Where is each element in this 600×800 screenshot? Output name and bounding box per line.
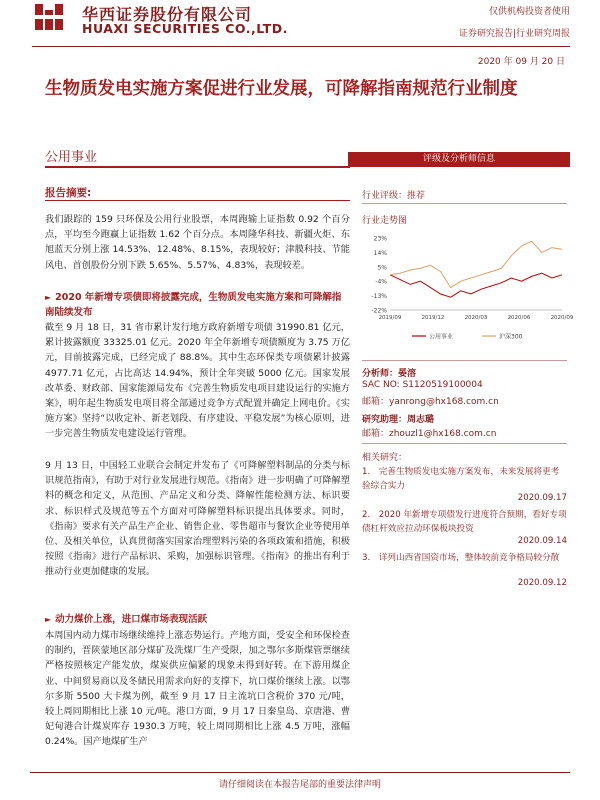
industry-divider <box>45 166 350 168</box>
bullet-triangle-icon: ► <box>45 293 52 302</box>
analyst-divider <box>362 443 567 444</box>
industry-label: 公用事业 <box>45 150 98 165</box>
x-tick-label: 2019/12 <box>421 315 445 321</box>
report-title: 生物质发电实施方案促进行业发展，可降解指南规范行业制度 <box>45 79 518 99</box>
trend-chart <box>362 232 574 352</box>
page-header <box>0 0 600 40</box>
footer-divider <box>30 772 570 773</box>
bullet-triangle-icon: ► <box>45 615 52 624</box>
legend-label: 沪深300 <box>499 333 523 341</box>
bullet2-title-text: 动力煤价上涨，进口煤市场表现活跃 <box>55 614 208 625</box>
rating-analyst-bar: 评级及分析师信息 <box>348 152 570 167</box>
bullet2-title <box>45 612 350 627</box>
legal-notice: 请仔细阅读在本报告尾部的重要法律声明 <box>218 780 381 790</box>
related-item[interactable]: 2. 2020 年新增专项债发行进度符合预期，看好专项债杠杆效应拉动环保板块投资 <box>362 510 567 534</box>
assistant-name: 研究助理：周志璐 <box>362 415 435 425</box>
y-tick-label: -13% <box>371 293 387 301</box>
summary-divider <box>45 200 350 201</box>
company-name-en: HUAXI SECURITIES CO.,LTD. <box>82 21 288 36</box>
industry-rating: 行业评级：推荐 <box>362 191 426 201</box>
bullet1-text2: 9 月 13 日，中国轻工业联合会制定并发布了《可降解塑料制品的分类与标识规范指南》，有助于对行业发展进行规范。《指南》进一步明确了可降解塑料的概念和定义，从范围、产品定义和分类、降解性能检测方法、标识要求、标识样式及规范等五个方面对可降解塑料标识提出具体要求。同时，《指南》要求有关产品生产企业、销售企业、零售超市与餐饮企业等使用单位、及相关单位，认真贯彻落实国家治理塑料污染的各项政策和措施，积极按照《指南》进行产品标识、采购，加强标识管理。《指南》的推出有利于推动行业更加健康的发展。 <box>45 460 350 578</box>
series-line-2 <box>390 241 562 287</box>
bullet1-title-text: 2020 年新增专项债即将披露完成，生物质发电实施方案和可降解指南陆续发布 <box>45 292 342 318</box>
bullet2-text: 本周国内动力煤市场继续维持上涨态势运行。产地方面，受安全和环保检查的制约，晋陕蒙地区部分煤矿及洗煤厂生产受限，加之鄂尔多斯煤管票继续严格按照核定产能发放，煤炭供应偏紧的现象未得到好转。在下游用煤企业、中间贸易商以及冬储民用需求向好的支撑下，坑口煤价继续上涨。以鄂尔多斯 5500 大卡煤为例，截至 9 月 17 日主流坑口含税价 370 元/吨，较上周同期相比上涨 10 元/吨。港口方面，9 月 17 日秦皇岛、京唐港、曹妃甸港合计煤炭库存 1930.3 万吨，较上周同期相比上涨 4.5 万吨，涨幅 0.24%。国产地煤矿生产 <box>45 630 350 748</box>
y-tick-label: 23% <box>373 235 387 243</box>
analyst-email[interactable]: 邮箱：yanrong@hx168.com.cn <box>362 397 499 407</box>
report-date: 2020 年 09 月 20 日 <box>477 57 565 67</box>
legend-label: 公用事业 <box>429 333 454 341</box>
bullet1-text: 截至 9 月 18 日，31 省市累计发行地方政府新增专项债 31990.81 亿元，累计披露额度 33325.01 亿元。2020 年全年新增专项债额度为 3.75 万亿元，目前披露完成，已经完成了 88.8%。其中生态环保类专项债累计披露 4977.71 亿元，占比高达 14.94%，预计全年突破 5000 亿元。国家发展改革委、财政部、国家能源局发布《完善生物质发电项目建设运行的实施方案》，明年起生物质发电项目将全部通过竞争方式配置并确定上网电价。《实施方案》坚持“以收定补、新老划段、有序建设、平稳发展”为核心原则，进一步完善生物质发电建设运行管理。 <box>45 322 350 440</box>
bullet1-title <box>45 290 350 320</box>
y-tick-label: -4% <box>375 278 387 286</box>
y-tick-label: 5% <box>377 264 387 272</box>
summary-heading: 报告摘要: <box>45 187 92 199</box>
related-item-date: 2020.09.17 <box>517 493 567 503</box>
company-name-cn: 华西证券股份有限公司 <box>82 5 253 24</box>
x-tick-label: 2020/09 <box>550 315 574 321</box>
x-tick-label: 2019/09 <box>378 315 402 321</box>
x-tick-label: 2020/03 <box>464 315 488 321</box>
chart-divider <box>362 360 567 361</box>
related-item[interactable]: 3. 详列山西省国资市场，整体较前竞争格局较分散 <box>362 553 560 563</box>
related-item-date: 2020.09.12 <box>517 578 567 588</box>
x-tick-label: 2020/06 <box>507 315 531 321</box>
assistant-email[interactable]: 邮箱：zhouzl1@hx168.com.cn <box>362 429 497 439</box>
report-category: 证券研究报告|行业研究周报 <box>458 29 570 39</box>
huaxi-logo-icon <box>33 2 67 32</box>
analyst-sac: SAC NO: S1120519100004 <box>362 380 483 390</box>
related-item[interactable]: 1. 完善生物质发电实施方案发布，未来发展将更考验综合实力 <box>362 467 560 491</box>
y-tick-label: -22% <box>371 307 387 315</box>
rating-divider <box>362 203 567 204</box>
trend-label: 行业走势图 <box>362 216 408 226</box>
related-research-label: 相关研究： <box>362 453 408 463</box>
usage-note: 仅供机构投资者使用 <box>488 7 570 17</box>
related-item-date: 2020.09.14 <box>517 536 567 546</box>
y-tick-label: 14% <box>373 249 387 257</box>
analyst-name: 分析师：晏溶 <box>362 369 417 379</box>
summary-intro: 我们跟踪的 159 只环保及公用行业股票，本周跑输上证指数 0.92 个百分点，平均至今跑赢上证指数 1.62 个百分点。本周隆华科技、新疆火炬、东旭蓝天分别上涨 14.53%、12.48%、8.15%，表现较好；津膜科技、节能风电、首创股份分别下跌 5.65%、5.57%、4.83%，表现较差。 <box>45 214 350 271</box>
header-divider <box>32 46 570 47</box>
